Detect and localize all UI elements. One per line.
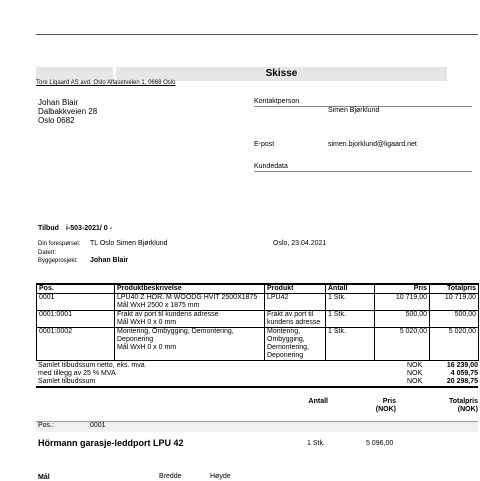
cell-total: 500,00	[430, 311, 479, 328]
cell-description: LPU40 Z HOR. M WOODG HVIT 2500X1875 Mål WxH 2500 x 1875 mm	[115, 294, 265, 311]
offer-label: Tilbud	[38, 225, 59, 232]
product-name: Hörmann garasje-leddport LPU 42	[38, 438, 184, 448]
email-label: E-post	[254, 141, 275, 148]
col-qty: Antall	[326, 284, 375, 294]
cell-pos: 0001:0001	[37, 311, 115, 328]
header-strip	[36, 67, 113, 81]
recipient-street: Dalbakkveien 28	[38, 107, 98, 116]
col-description: Produktbeskrivelse	[115, 284, 265, 294]
table-header-row	[37, 284, 479, 294]
summary-net-amount: 16 239,00	[446, 362, 478, 369]
cell-total: 5 020,00	[430, 328, 479, 361]
dimension-label: Mål	[38, 474, 50, 481]
offer-number: i-503-2021/ 0 -	[66, 225, 112, 232]
contact-name: Simen Bjørklund	[328, 107, 380, 114]
document-title: Skisse	[116, 67, 447, 81]
detail-price-unit: (NOK)	[375, 406, 396, 413]
email-value[interactable]: simen.bjorklund@ligaard.net	[328, 141, 417, 148]
cell-price: 10 719,00	[375, 294, 430, 311]
col-total: Totalpris	[430, 284, 479, 294]
cell-qty: 1 Stk.	[326, 311, 375, 328]
inquiry-label: Din forespørsel:	[38, 241, 81, 247]
col-price: Pris	[375, 284, 430, 294]
table-row	[37, 311, 479, 328]
top-rule	[36, 34, 478, 35]
summary-rule	[36, 386, 478, 388]
cell-total: 10 719,00	[430, 294, 479, 311]
summary-net-label: Samlet tilbudssum netto, eks. mva	[38, 362, 145, 369]
cell-price: 5 020,00	[375, 328, 430, 361]
position-label: Pos.:	[38, 422, 54, 429]
detail-price-header: Pris	[382, 398, 396, 405]
cell-qty: 1 Stk.	[326, 328, 375, 361]
width-label: Bredde	[159, 473, 182, 480]
cell-product: Frakt av port til kundens adresse	[265, 311, 326, 328]
inquiry-value: TL Oslo Simen Bjørklund	[90, 240, 168, 247]
sender-line: Tore Ligaard AS avd. Oslo Alfasetveien 1, 0668 Oslo	[36, 80, 176, 86]
summary-total-currency: NOK	[407, 378, 423, 385]
cell-description: Montering, Ombygging, Demontering, Deponering Mål WxH 0 x 0 mm	[115, 328, 265, 361]
table-row	[37, 328, 479, 361]
col-pos: Pos.	[37, 284, 115, 294]
product-price: 5 096,00	[366, 440, 394, 447]
summary-net-currency: NOK	[407, 362, 423, 369]
summary-vat-amount: 4 059,75	[450, 370, 478, 377]
summary-total-label: Samlet tilbudssum	[38, 378, 96, 385]
detail-qty-header: Antall	[308, 398, 328, 405]
contact-label: Kontaktperson	[254, 98, 300, 105]
recipient-name: Johan Blair	[38, 98, 79, 107]
col-product: Produkt	[265, 284, 326, 294]
project-label: Byggeprosjekt:	[38, 258, 78, 264]
cell-price: 500,00	[375, 311, 430, 328]
summary-total-amount: 20 298,75	[446, 378, 478, 385]
detail-total-unit: (NOK)	[457, 406, 478, 413]
product-qty: 1 Stk.	[307, 440, 325, 447]
cell-pos: 0001:0002	[37, 328, 115, 361]
date-label: Datert:	[38, 250, 57, 256]
table-row	[37, 294, 479, 311]
cell-product: Montering, Ombygging, Demontering, Deponering	[265, 328, 326, 361]
summary-vat-currency: NOK	[407, 370, 423, 377]
project-value: Johan Blair	[90, 257, 129, 264]
summary-vat-label: med tillegg av 25 % MVA	[38, 370, 116, 377]
cell-description: Frakt av port til kundens adresse Mål WxH 0 x 0 mm	[115, 311, 265, 328]
recipient-city: Oslo 0682	[38, 116, 75, 125]
height-label: Høyde	[210, 473, 231, 480]
place-date: Oslo, 23.04.2021	[273, 240, 327, 247]
cell-qty: 1 Stk.	[326, 294, 375, 311]
position-value: 0001	[90, 422, 106, 429]
items-table	[36, 283, 479, 361]
cell-product: LPU42	[265, 294, 326, 311]
cell-pos: 0001	[37, 294, 115, 311]
customer-rule	[254, 171, 472, 172]
detail-total-header: Totalpris	[448, 398, 478, 405]
customer-data-label: Kundedata	[254, 163, 288, 170]
